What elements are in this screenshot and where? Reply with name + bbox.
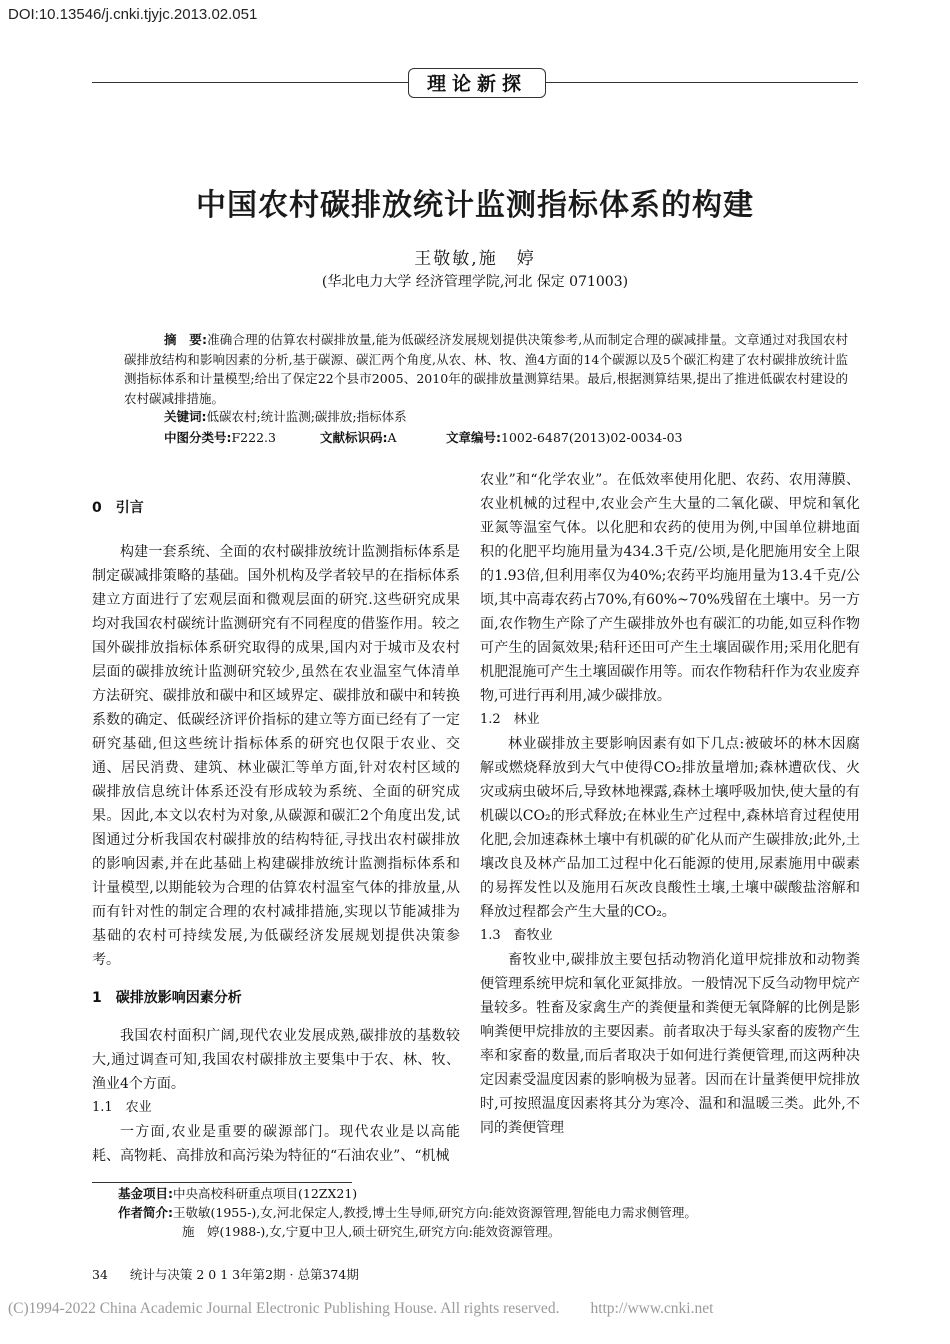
abstract xyxy=(124,330,848,408)
abstract-label: 摘 要: xyxy=(164,332,207,347)
clc-cell xyxy=(164,428,320,446)
paper-title: 中国农村碳排放统计监测指标体系的构建 xyxy=(196,188,754,223)
right-column xyxy=(480,468,860,1140)
abstract-text: 准确合理的估算农村碳排放量,能为低碳经济发展规划提供决策参考,从而制定合理的碳减排量。文章通过对我国农村碳排放结构和影响因素的分析,基于碳源、碳汇两个角度,从农、林、牧、渔4方面的14个碳源以及5个碳汇构建了农村碳排放统计监测指标体系和计量模型;给出了保定22个县市2005、2010年的碳排放量测算结果。最后,根据测算结果,提出了推进低碳农村建设的农村碳减排措施。 xyxy=(124,332,848,406)
journal-footer: 统计与决策 2 0 1 3年第2期 · 总第374期 xyxy=(129,1267,359,1282)
left-column xyxy=(92,496,460,1168)
section-1-2-paragraph: 林业碳排放主要影响因素有如下几点:被破坏的林木因腐解或燃烧释放到大气中使得CO₂排放量增加;森林遭砍伐、火灾或病虫破坏后,导致林地裸露,森林土壤呼吸加快,使大量的有机碳以CO₂的形式释放;在林业生产过程中,森林培育过程使用化肥,会加速森林土壤中有机碳的矿化从而产生碳排放;此外,土壤改良及林产品加工过程中化石能源的使用,尿素施用中碳素的易挥发性以及施用石灰改良酸性土壤,土壤中碳酸盐溶解和释放过程都会产生大量的CO₂。 xyxy=(480,736,860,920)
section-1-3-heading: 1.3 畜牧业 xyxy=(480,928,553,943)
footnotes xyxy=(118,1184,858,1241)
fund-text: 中央高校科研重点项目(12ZX21) xyxy=(173,1186,358,1201)
section-tag: 理论新探 xyxy=(408,68,546,98)
footnote-rule xyxy=(92,1182,352,1183)
affiliation: (华北电力大学 经济管理学院,河北 保定 071003) xyxy=(321,274,629,290)
authors: 王敬敏,施 婷 xyxy=(414,249,536,269)
classification-row xyxy=(164,428,864,446)
section-1-3-paragraph: 畜牧业中,碳排放主要包括动物消化道甲烷排放和动物粪便管理系统甲烷和氧化亚氮排放。一般情况下反刍动物甲烷产量较多。牲畜及家禽生产的粪便量和粪便无氧降解的比例是影响粪便甲烷排放的主要因素。前者取决于每头家畜的废物产生率和家畜的数量,而后者取决于如何进行粪便管理,而这两种决定因素受温度因素的影响极为显著。因而在计量粪便甲烷排放时,可按照温度因素将其分为寒冷、温和和温暖三类。此外,不同的粪便管理 xyxy=(480,952,860,1136)
doc-code-cell xyxy=(320,428,446,446)
author-1-bio: 王敬敏(1955-),女,河北保定人,教授,博士生导师,研究方向:能效资源管理,智能电力需求侧管理。 xyxy=(173,1205,697,1220)
keywords xyxy=(164,407,407,425)
continued-paragraph: 农业”和“化学农业”。在低效率使用化肥、农药、农用薄膜、农业机械的过程中,农业会产生大量的二氧化碳、甲烷和氧化亚氮等温室气体。以化肥和农药的使用为例,中国单位耕地面积的化肥平均施用量为434.3千克/公顷,是化肥施用安全上限的1.93倍,但利用率仅为40%;农药平均施用量为13.4千克/公顷,其中高毒农药占70%,有60%~70%残留在土壤中。另一方面,农作物生产除了产生碳排放外也有碳汇的功能,如豆科作物可产生的固氮效果;秸秆还田可产生土壤固碳作用;采用化肥有机肥混施可产生土壤固碳作用等。而农作物秸秆作为农业废弃物,可进行再利用,减少碳排放。 xyxy=(480,472,860,704)
fund-note xyxy=(118,1184,858,1203)
author-note xyxy=(118,1203,858,1222)
section-1-1-heading: 1.1 农业 xyxy=(92,1100,152,1115)
section-1-heading: 1 碳排放影响因素分析 xyxy=(92,990,242,1006)
page-footer xyxy=(92,1265,359,1283)
article-number-value: 1002-6487(2013)02-0034-03 xyxy=(501,430,683,445)
article-number-cell xyxy=(446,428,682,446)
page-number: 34 xyxy=(92,1267,108,1282)
clc-label: 中图分类号: xyxy=(164,430,232,445)
doc-code-label: 文献标识码: xyxy=(320,430,388,445)
keywords-text: 低碳农村;统计监测;碳排放;指标体系 xyxy=(206,409,407,424)
section-0-heading: 0 引言 xyxy=(92,500,144,516)
section-0-paragraph: 构建一套系统、全面的农村碳排放统计监测指标体系是制定碳减排策略的基础。国外机构及学者较早的在指标体系建立方面进行了宏观层面和微观层面的研究.这些研究成果均对我国农村碳统计监测研究有不同程度的借鉴作用。较之国外碳排放指标体系研究取得的成果,国内对于城市及农村层面的碳排放统计监测研究较少,虽然在农业温室气体清单方法研究、碳排放和碳中和区域界定、碳排放和碳中和转换系数的确定、低碳经济评价指标的建立等方面已经有了一定研究基础,但这些统计指标体系的研究也仅限于农业、交通、居民消费、建筑、林业碳汇等单方面,针对农村区域的碳排放信息统计体系还没有形成较为系统、全面的研究成果。因此,本文以农村为对象,从碳源和碳汇2个角度出发,试图通过分析我国农村碳排放的结构特征,寻找出农村碳排放的影响因素,并在此基础上构建碳排放统计监测指标体系和计量模型,以期能较为合理的估算农村温室气体的排放量,从而有针对性的制定合理的农村减排措施,实现以节能减排为基础的农村可持续发展,为低碳经济发展规划提供决策参考。 xyxy=(92,544,460,968)
doi-line: DOI:10.13546/j.cnki.tjyjc.2013.02.051 xyxy=(8,6,258,23)
fund-label: 基金项目: xyxy=(118,1186,173,1201)
doc-code-value: A xyxy=(387,430,397,445)
author-note-label: 作者简介: xyxy=(118,1205,173,1220)
author-2-bio: 施 婷(1988-),女,宁夏中卫人,硕士研究生,研究方向:能效资源管理。 xyxy=(182,1224,561,1239)
clc-value: F222.3 xyxy=(231,430,276,445)
copyright-line: (C)1994-2022 China Academic Journal Electronic Publishing House. All rights reserved. http://www.cnki.net xyxy=(8,1300,714,1317)
section-1-paragraph: 我国农村面积广阔,现代农业发展成熟,碳排放的基数较大,通过调查可知,我国农村碳排放主要集中于农、林、牧、渔业4个方面。 xyxy=(92,1028,460,1092)
section-1-2-heading: 1.2 林业 xyxy=(480,712,540,727)
keywords-label: 关键词: xyxy=(164,409,207,424)
article-number-label: 文章编号: xyxy=(446,430,501,445)
section-1-1-paragraph: 一方面,农业是重要的碳源部门。现代农业是以高能耗、高物耗、高排放和高污染为特征的“石油农业”、“机械 xyxy=(92,1124,460,1164)
